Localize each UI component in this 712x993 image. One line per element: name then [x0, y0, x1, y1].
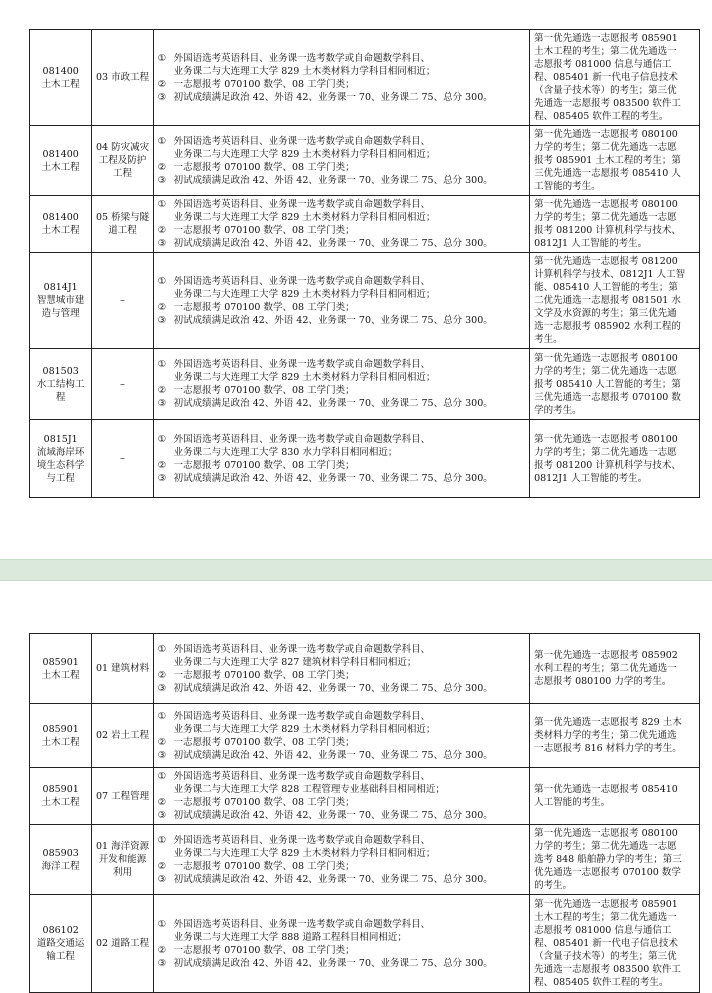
requirement-text: 初试成绩满足政治 42、外语 42、业务课一 70、业务课二 75、总分 300。 [173, 91, 493, 103]
priority-text: 第一优先通选一志愿报考 080100 力学的考生；第二优先通选一志愿 报考 085410 人工智能的考生；第 三优先通选一志愿报考 070100 数 学的考生。 [530, 349, 700, 420]
major-name: 智慧城市建造与管理 [36, 295, 85, 319]
requirement-item [158, 669, 525, 682]
requirement-number: ③ [157, 810, 167, 821]
requirement-item [158, 301, 525, 314]
requirement-text: 外国语选考英语科目、业务课一选考数学或自命题数学科目、 业务课二与大连理工大学 829 土木类材料力学科目相同相近； [173, 135, 436, 160]
requirement-number: ③ [157, 749, 167, 761]
major-code: 086102 [42, 925, 79, 936]
priority-text: 第一优先通选一志愿报考 085902 水利工程的考生；第二优先通选一 志愿报考 080100 力学的考生。 [530, 634, 700, 704]
table-body [30, 634, 700, 993]
research-direction: – [92, 420, 153, 498]
requirements-cell [153, 420, 529, 498]
requirement-item [158, 918, 525, 944]
requirement-text: 初试成绩满足政治 42、外语 42、业务课一 70、业务课二 75、总分 300。 [173, 873, 493, 885]
requirement-item [158, 796, 525, 809]
table-row [30, 30, 700, 126]
requirement-number: ③ [157, 174, 167, 186]
priority-text: 第一优先通选一志愿报考 085901 土木工程的考生；第二优先通选一 志愿报考 081000 信息与通信工 程、085401 新一代电子信息技术 （含量子技术等）的考生；第三优 先通选一志愿报考 083500 软件工 程、085405 软件工程的考生。 [530, 30, 700, 126]
table-row [30, 825, 700, 895]
requirement-item [158, 314, 525, 327]
priority-text: 第一优先通选一志愿报考 080100 力学的考生；第二优先通选一志愿 报考 081200 计算机科学与技术、 0812J1 人工智能的考生。 [530, 420, 700, 498]
table-row [30, 349, 700, 420]
requirement-number: ③ [157, 472, 167, 484]
major-code: 081400 [42, 148, 79, 160]
requirement-item [158, 433, 525, 459]
major-name: 土木工程 [41, 161, 80, 173]
page-separator [0, 559, 712, 581]
research-direction: 02 岩土工程 [92, 704, 153, 768]
requirement-item [158, 459, 525, 472]
table-row [30, 895, 700, 993]
research-direction: 01 建筑材料 [92, 634, 153, 704]
priority-text: 第一优先通选一志愿报考 080100 力学的考生；第二优先通选一志愿 选考 848 船舶静力学的考生；第三 优先通选一志愿报考 070100 数学 的考生。 [530, 825, 700, 895]
priority-text: 第一优先通选一志愿报考 081200 计算机科学与技术、0812J1 人工智 能、085410 人工智能的考生；第 二优先通选一志愿报考 081501 水 文学及水资源的考生；第三优先通 选一志愿报考 085902 水利工程的 考生。 [530, 253, 700, 349]
requirement-number: ① [157, 433, 167, 445]
major-cell [30, 253, 92, 349]
requirement-number: ① [157, 275, 167, 287]
requirements-cell [153, 825, 529, 895]
requirement-item [158, 873, 525, 886]
major-cell [30, 30, 92, 126]
major-cell [30, 634, 92, 704]
requirement-item [158, 944, 525, 957]
requirement-item [158, 736, 525, 749]
requirement-text: 外国语选考英语科目、业务课一选考数学或自命题数学科目、 业务课二与大连理工大学 829 土木类材料力学科目相同相近； [173, 52, 436, 77]
requirement-text: 一志愿报考 070100 数学、08 工学门类； [173, 78, 355, 90]
requirements-cell [153, 196, 529, 253]
major-code: 085901 [42, 723, 79, 735]
major-name: 道路交通运输工程 [36, 938, 85, 962]
table-row [30, 126, 700, 196]
major-name: 土木工程 [41, 736, 80, 748]
priority-text: 第一优先通选一志愿报考 829 土木 类材料力学的考生；第二优先通选 一志愿报考 816 材料力学的考生。 [530, 704, 700, 768]
requirement-text: 外国语选考英语科目、业务课一选考数学或自命题数学科目、 业务课二与大连理工大学 829 土木类材料力学科目相同相近； [173, 199, 436, 223]
requirement-item [158, 749, 525, 762]
major-name: 土木工程 [41, 669, 80, 681]
requirement-number: ③ [157, 873, 167, 885]
requirement-text: 一志愿报考 070100 数学、08 工学门类； [173, 669, 355, 681]
requirement-number: ① [157, 135, 167, 147]
requirements-cell [153, 253, 529, 349]
requirement-text: 初试成绩满足政治 42、外语 42、业务课一 70、业务课二 75、总分 300。 [173, 749, 493, 761]
requirement-number: ② [157, 78, 167, 90]
research-direction: 07 工程管理 [92, 768, 153, 825]
requirements-cell [153, 126, 529, 196]
requirement-number: ③ [157, 957, 167, 969]
requirement-item [158, 198, 525, 224]
requirement-item [158, 52, 525, 78]
requirement-item [158, 643, 525, 669]
requirement-number: ② [157, 459, 167, 471]
adjustment-table-bottom [29, 633, 700, 993]
requirement-text: 一志愿报考 070100 数学、08 工学门类； [173, 944, 355, 956]
requirement-text: 一志愿报考 070100 数学、08 工学门类； [173, 385, 355, 396]
requirement-number: ③ [157, 398, 167, 409]
major-cell [30, 349, 92, 420]
adjustment-table-top [29, 29, 700, 498]
priority-text: 第一优先通选一志愿报考 085410 人工智能的考生。 [530, 768, 700, 825]
research-direction: 01 海洋资源开发和能源利用 [92, 825, 153, 895]
requirements-cell [153, 704, 529, 768]
research-direction: 05 桥梁与隧道工程 [92, 196, 153, 253]
major-cell [30, 420, 92, 498]
requirement-number: ① [157, 834, 167, 846]
requirement-item [158, 161, 525, 174]
requirement-number: ① [157, 359, 167, 370]
major-cell [30, 768, 92, 825]
requirement-number: ② [157, 161, 167, 173]
requirement-text: 一志愿报考 070100 数学、08 工学门类； [173, 736, 355, 748]
major-code: 085903 [42, 847, 79, 859]
requirement-item [158, 358, 525, 384]
requirement-item [158, 770, 525, 796]
requirement-item [158, 384, 525, 397]
requirement-item [158, 275, 525, 301]
requirement-item [158, 834, 525, 860]
requirement-text: 初试成绩满足政治 42、外语 42、业务课一 70、业务课二 75、总分 300。 [173, 174, 493, 186]
table-row [30, 768, 700, 825]
requirement-number: ③ [157, 682, 167, 694]
requirement-number: ① [157, 199, 167, 210]
table-body [30, 30, 700, 498]
requirement-number: ① [157, 52, 167, 64]
requirement-number: ② [157, 225, 167, 236]
requirement-text: 一志愿报考 070100 数学、08 工学门类； [173, 161, 355, 173]
requirement-number: ① [157, 710, 167, 722]
requirement-number: ① [157, 771, 167, 782]
requirement-item [158, 472, 525, 485]
major-cell [30, 196, 92, 253]
requirement-item [158, 135, 525, 161]
major-name: 土木工程 [41, 78, 80, 90]
requirements-cell [153, 768, 529, 825]
requirement-number: ② [157, 301, 167, 313]
requirement-text: 外国语选考英语科目、业务课一选考数学或自命题数学科目、 业务课二与大连理工大学 829 土木类材料力学科目相同相近； [173, 710, 436, 735]
requirement-number: ③ [157, 314, 167, 326]
requirement-number: ③ [157, 238, 167, 249]
requirement-item [158, 91, 525, 104]
major-name: 海洋工程 [41, 860, 80, 872]
major-code: 085901 [42, 656, 79, 668]
requirement-number: ② [157, 736, 167, 748]
requirement-item [158, 78, 525, 91]
research-direction: 04 防灾减灾工程及防护工程 [92, 126, 153, 196]
requirement-number: ③ [157, 91, 167, 103]
requirement-text: 外国语选考英语科目、业务课一选考数学或自命题数学科目、 业务课二与大连理工大学 829 土木类材料力学科目相同相近； [173, 359, 436, 383]
requirement-number: ② [157, 797, 167, 808]
requirements-cell [153, 895, 529, 993]
table-row [30, 704, 700, 768]
requirement-item [158, 397, 525, 410]
major-cell [30, 895, 92, 993]
requirement-text: 初试成绩满足政治 42、外语 42、业务课一 70、业务课二 75、总分 300。 [173, 682, 493, 694]
requirement-item [158, 809, 525, 822]
requirement-text: 外国语选考英语科目、业务课一选考数学或自命题数学科目、 业务课二与大连理工大学 828 工程管理专业基础科目相同相近； [173, 771, 445, 795]
major-name: 土木工程 [41, 225, 80, 236]
major-code: 0815J1 [43, 433, 78, 445]
requirement-item [158, 860, 525, 873]
requirement-text: 一志愿报考 070100 数学、08 工学门类； [173, 459, 355, 471]
requirement-number: ② [157, 385, 167, 396]
requirement-number: ② [157, 944, 167, 956]
major-code: 0814J1 [43, 282, 78, 293]
priority-text: 第一优先通选一志愿报考 080100 力学的考生；第二优先通选一志愿 报考 085901 土木工程的考生；第 三优先通选一志愿报考 085410 人 工智能的考生。 [530, 126, 700, 196]
requirements-cell [153, 30, 529, 126]
major-cell [30, 825, 92, 895]
research-direction: – [92, 349, 153, 420]
table-row [30, 420, 700, 498]
requirement-number: ① [157, 918, 167, 930]
major-cell [30, 704, 92, 768]
major-code: 085901 [42, 784, 79, 795]
requirement-text: 外国语选考英语科目、业务课一选考数学或自命题数学科目、 业务课二与大连理工大学 888 道路工程科目相同相近； [173, 918, 431, 943]
major-code: 081400 [42, 65, 79, 77]
requirement-text: 一志愿报考 070100 数学、08 工学门类； [173, 797, 355, 808]
table-row [30, 196, 700, 253]
requirement-text: 初试成绩满足政治 42、外语 42、业务课一 70、业务课二 75、总分 300。 [173, 810, 493, 821]
requirement-text: 外国语选考英语科目、业务课一选考数学或自命题数学科目、 业务课二与大连理工大学 829 土木类材料力学科目相同相近； [173, 275, 436, 300]
major-code: 081400 [42, 212, 79, 223]
requirement-text: 一志愿报考 070100 数学、08 工学门类； [173, 225, 355, 236]
major-name: 流域海岸环境生态科学与工程 [36, 446, 85, 484]
requirement-text: 初试成绩满足政治 42、外语 42、业务课一 70、业务课二 75、总分 300。 [173, 472, 493, 484]
research-direction: – [92, 253, 153, 349]
requirement-text: 外国语选考英语科目、业务课一选考数学或自命题数学科目、 业务课二与大连理工大学 827 建筑材料学科目相同相近； [173, 643, 431, 668]
requirement-number: ② [157, 669, 167, 681]
table-row [30, 253, 700, 349]
requirement-item [158, 224, 525, 237]
major-name: 土木工程 [41, 797, 80, 808]
requirement-text: 初试成绩满足政治 42、外语 42、业务课一 70、业务课二 75、总分 300。 [173, 398, 493, 409]
requirement-item [158, 237, 525, 250]
requirement-item [158, 174, 525, 187]
requirement-item [158, 957, 525, 970]
requirement-text: 外国语选考英语科目、业务课一选考数学或自命题数学科目、 业务课二与大连理工大学 829 土木类材料力学科目相同相近； [173, 834, 436, 859]
requirement-item [158, 682, 525, 695]
requirement-item [158, 710, 525, 736]
requirement-text: 初试成绩满足政治 42、外语 42、业务课一 70、业务课二 75、总分 300。 [173, 238, 493, 249]
priority-text: 第一优先通选一志愿报考 080100 力学的考生；第二优先通选一志愿 报考 081200 计算机科学与技术、 0812J1 人工智能的考生。 [530, 196, 700, 253]
major-name: 水工结构工程 [36, 378, 85, 403]
requirements-cell [153, 349, 529, 420]
requirement-text: 一志愿报考 070100 数学、08 工学门类； [173, 860, 355, 872]
requirement-text: 一志愿报考 070100 数学、08 工学门类； [173, 301, 355, 313]
major-code: 081503 [42, 365, 79, 377]
research-direction: 03 市政工程 [92, 30, 153, 126]
requirement-text: 初试成绩满足政治 42、外语 42、业务课一 70、业务课二 75、总分 300。 [173, 957, 493, 969]
major-cell [30, 126, 92, 196]
requirement-text: 初试成绩满足政治 42、外语 42、业务课一 70、业务课二 75、总分 300。 [173, 314, 493, 326]
requirement-text: 外国语选考英语科目、业务课一选考数学或自命题数学科目、 业务课二与大连理工大学 830 水力学科目相同相近； [173, 433, 431, 458]
requirement-number: ② [157, 860, 167, 872]
requirement-number: ① [157, 643, 167, 655]
research-direction: 02 道路工程 [92, 895, 153, 993]
table-row [30, 634, 700, 704]
requirements-cell [153, 634, 529, 704]
priority-text: 第一优先通选一志愿报考 085901 土木工程的考生；第二优先通选一 志愿报考 081000 信息与通信工 程、085401 新一代电子信息技术 （含量子技术等）的考生；第三优 先通选一志愿报考 083500 软件工 程、085405 软件工程的考生。 [530, 895, 700, 993]
